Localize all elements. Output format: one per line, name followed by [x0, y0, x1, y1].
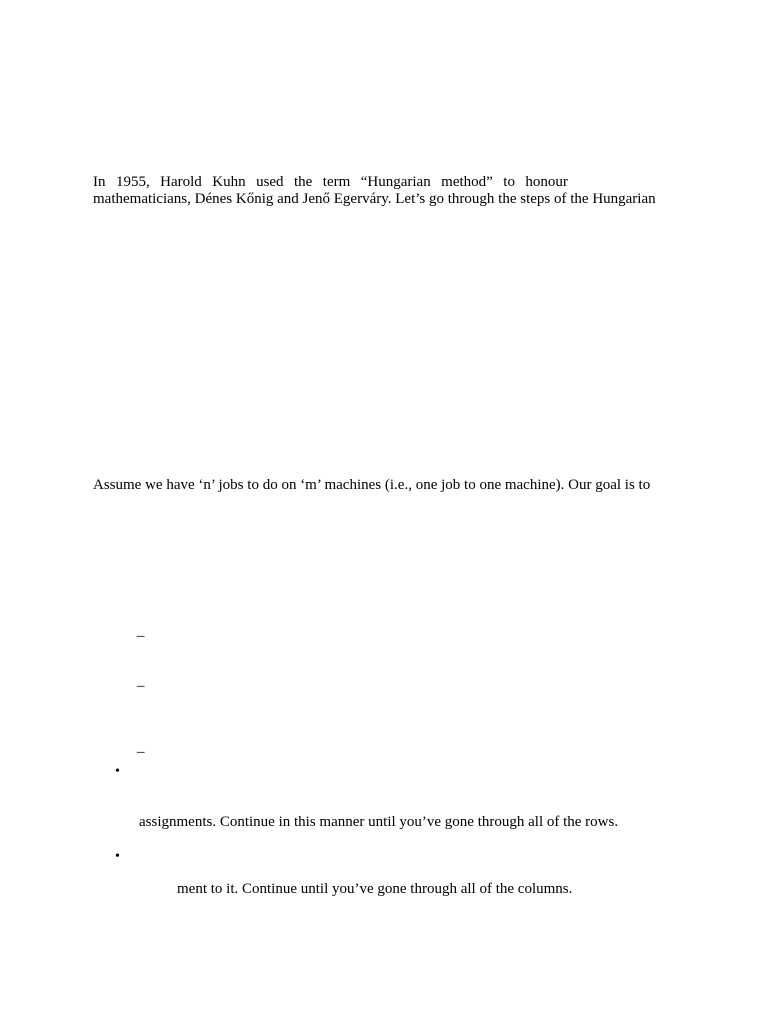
intro-word: honour: [525, 174, 568, 190]
intro-word: “Hungarian: [360, 174, 431, 190]
dash-marker-2: –: [137, 678, 145, 694]
bullet-marker-2: •: [115, 849, 120, 864]
intro-word: used: [256, 174, 284, 190]
intro-word: 1955,: [115, 174, 150, 190]
intro-word: term: [322, 174, 351, 190]
intro-word: Kuhn: [212, 174, 246, 190]
row-step-text: assignments. Continue in this manner until you’ve gone through all of the rows.: [139, 814, 619, 830]
assumption-line-1: Assume we have ‘n’ jobs to do on ‘m’ machines (i.e., one job to one machine). Our goal is to: [93, 477, 651, 493]
dash-marker-1: –: [137, 628, 145, 644]
bullet-marker-1: •: [115, 764, 120, 779]
intro-word: the: [294, 174, 313, 190]
intro-word: In: [93, 174, 106, 190]
intro-word: method”: [441, 174, 493, 190]
intro-word: Harold: [160, 174, 202, 190]
intro-line-1: [93, 173, 568, 191]
intro-word: to: [503, 174, 515, 190]
column-step-text: ment to it. Continue until you’ve gone through all of the columns.: [177, 881, 573, 897]
intro-line-2: mathematicians, Dénes Kőnig and Jenő Egerváry. Let’s go through the steps of the Hungarian: [93, 191, 656, 207]
dash-marker-3: –: [137, 744, 145, 760]
